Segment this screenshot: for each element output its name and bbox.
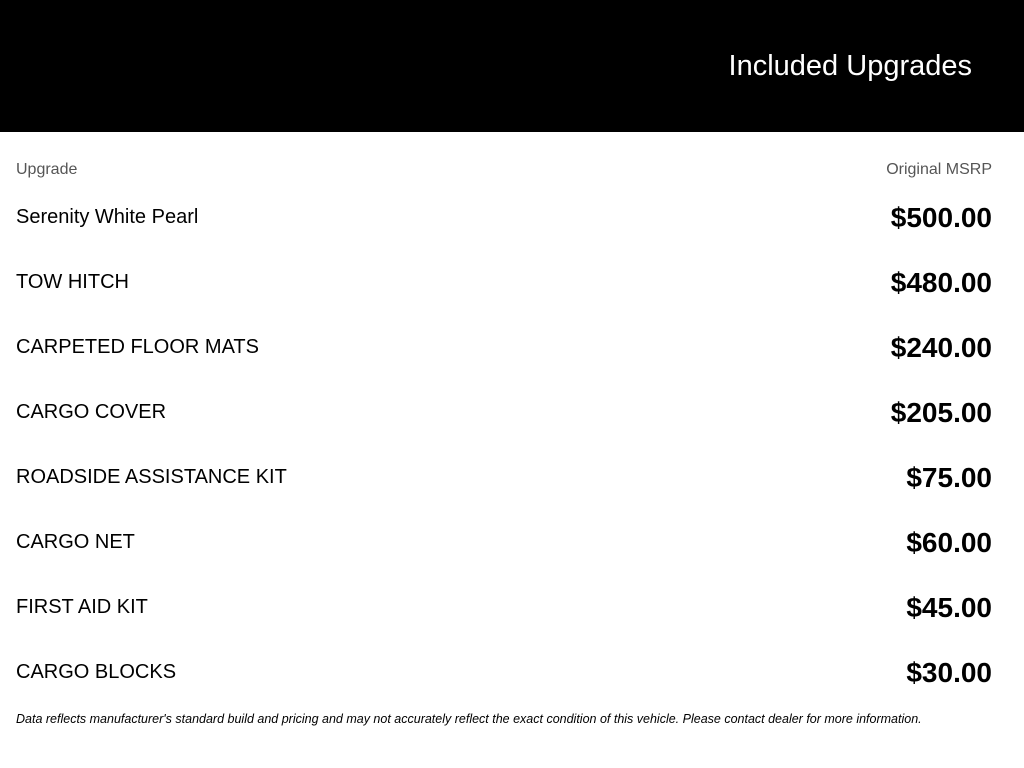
list-item: [16, 380, 992, 445]
header-banner: [0, 0, 1024, 132]
upgrade-name: CARGO COVER: [16, 401, 167, 423]
list-item: [16, 185, 992, 250]
upgrade-price: $205.00: [890, 396, 992, 428]
upgrade-price: $60.00: [906, 526, 992, 558]
upgrade-price: $500.00: [890, 201, 992, 233]
upgrade-name: CARGO BLOCKS: [16, 661, 177, 683]
upgrade-price: $240.00: [890, 331, 992, 363]
page-title: Included Upgrades: [728, 50, 972, 82]
upgrade-price: $75.00: [906, 461, 992, 493]
upgrade-price: $480.00: [890, 266, 992, 298]
disclaimer-text: Data reflects manufacturer's standard build and pricing and may not accurately reflect the exact condition of this vehicle. Please contact dealer for more information.: [16, 712, 922, 726]
upgrade-name: TOW HITCH: [16, 271, 129, 293]
upgrade-price: $30.00: [906, 656, 992, 688]
list-item: [16, 510, 992, 575]
upgrade-name: ROADSIDE ASSISTANCE KIT: [16, 466, 287, 488]
upgrade-name: CARGO NET: [16, 531, 135, 553]
column-header-msrp: Original MSRP: [886, 161, 992, 178]
list-item: [16, 640, 992, 705]
upgrade-name: Serenity White Pearl: [16, 206, 199, 228]
list-item: [16, 445, 992, 510]
upgrade-price: $45.00: [906, 591, 992, 623]
upgrade-name: CARPETED FLOOR MATS: [16, 336, 259, 358]
upgrade-name: FIRST AID KIT: [16, 596, 148, 618]
upgrades-list: [16, 185, 992, 705]
list-item: [16, 250, 992, 315]
list-item: [16, 575, 992, 640]
column-headers: [16, 160, 992, 180]
list-item: [16, 315, 992, 380]
column-header-upgrade: Upgrade: [16, 161, 78, 178]
